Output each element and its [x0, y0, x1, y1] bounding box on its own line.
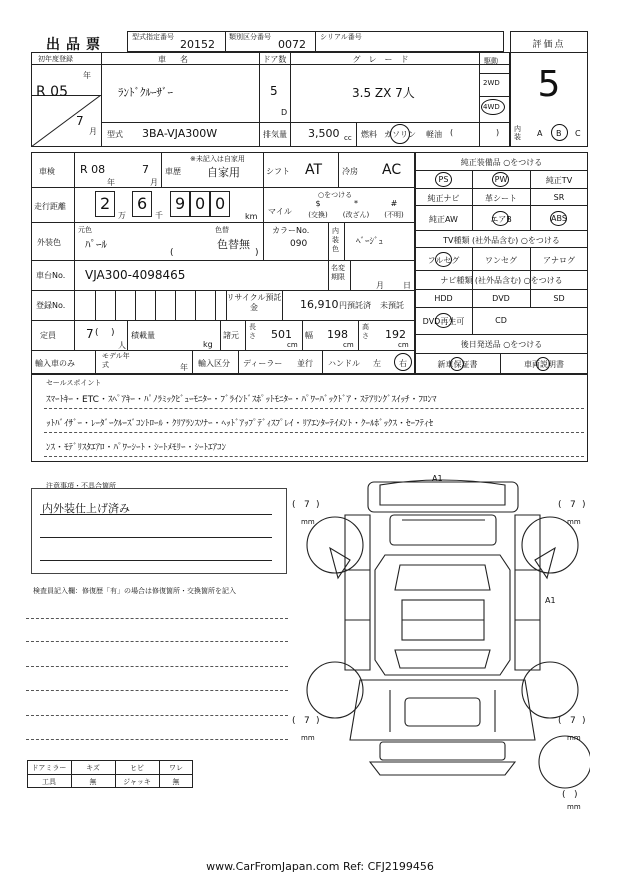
ruibetsu-label: 類別区分番号: [229, 33, 271, 41]
length-label: 長さ: [249, 323, 256, 340]
handle-left: 左: [373, 359, 381, 368]
load-unit: kg: [203, 340, 213, 349]
notes-label: 注意事項・不具合箇所: [46, 482, 116, 490]
model-label: 型式: [107, 130, 123, 139]
std-equipment-title: 純正装備品 ○をつける: [460, 158, 543, 167]
length-unit: cm: [287, 341, 298, 349]
first-reg-year: R 05: [36, 84, 68, 100]
fuel-other-open: (: [450, 128, 454, 137]
mileage-digit-1: 2: [100, 194, 111, 213]
capacity-label: 定員: [40, 331, 56, 340]
later-warranty: 新車保証書: [437, 360, 478, 369]
a1-front-mark: A1: [432, 474, 443, 483]
tread-rr-open: (: [558, 716, 562, 726]
name-change-month: 月: [376, 281, 384, 290]
mileage-km: km: [245, 212, 258, 221]
fuel-gasoline-circle: [390, 124, 410, 144]
name-change-day: 日: [403, 281, 411, 290]
shaken-value: R 08: [80, 163, 106, 176]
shift-value: AT: [305, 162, 323, 178]
reg-no-label: 登録No.: [36, 301, 66, 310]
handle-label: ハンドル: [328, 359, 360, 368]
mileage-circle-note: ○をつける: [318, 191, 353, 199]
width-label: 幅: [305, 331, 313, 340]
height-value: 192: [385, 328, 406, 341]
a1-side-mark: A1: [545, 596, 556, 605]
equip-pw: PW: [494, 175, 508, 184]
navi-dvd: DVD: [492, 294, 510, 303]
mile-label: マイル: [268, 207, 292, 216]
drive-2wd: 2WD: [483, 79, 500, 87]
mileage-digit-2: 6: [137, 194, 148, 213]
fuel-label: 燃料: [361, 130, 377, 139]
tread-fr-unit: mm: [567, 518, 581, 526]
equip-aw: 純正AW: [429, 215, 458, 224]
drive-4wd-circle: [481, 99, 505, 115]
ac-value: AC: [382, 162, 402, 178]
tread-fl-open: (: [292, 500, 296, 510]
legend-tools-value: 無: [89, 778, 97, 786]
import-parallel: 並行: [297, 359, 313, 368]
displacement-unit: cc: [344, 134, 352, 142]
doors-suffix: D: [281, 108, 288, 117]
score-label: 評価点: [532, 40, 566, 50]
tread-spare-close: ): [574, 790, 578, 800]
equip-pw-circle: [492, 172, 509, 187]
load-label: 積載量: [131, 331, 155, 340]
car-damage-diagram: [290, 470, 590, 810]
equip-ps-circle: [435, 172, 452, 187]
navi-type-title: ナビ種類 (社外品含む) ○をつける: [440, 276, 563, 285]
tread-rr-value: 7: [570, 716, 576, 726]
handle-right: 右: [399, 359, 407, 368]
color-paren-close: ): [255, 248, 259, 258]
history-value: 自家用: [207, 166, 240, 179]
later-ship-title: 後日発送品 ○をつける: [460, 340, 543, 349]
notes-line-1: 内外装仕上げ済み: [42, 502, 130, 515]
tread-rl-close: ): [316, 716, 320, 726]
grade-label: グレード: [352, 55, 417, 64]
shaken-month-unit: 月: [150, 178, 158, 187]
history-label: 車歴: [165, 167, 181, 176]
exterior-color-label: 外装色: [37, 238, 61, 247]
navi-cd: CD: [495, 316, 507, 325]
tread-rl-value: 7: [304, 716, 310, 726]
mileage-sen: 千: [155, 211, 163, 220]
equip-airbag: エアB: [490, 215, 512, 224]
equip-leather: 革シート: [485, 194, 517, 203]
doors-value: 5: [270, 84, 278, 98]
tread-fl-close: ): [316, 500, 320, 510]
legend-jack-value: 無: [172, 778, 180, 786]
interior-label: 内装: [514, 125, 521, 141]
navi-hdd: HDD: [434, 294, 453, 303]
interior-c: C: [575, 129, 581, 138]
unknown-symbol: #: [390, 199, 398, 208]
tread-fr-open: (: [558, 500, 562, 510]
equip-abs-circle: [550, 211, 567, 226]
legend-jack: ジャッキ: [123, 778, 151, 786]
recycle-label: リサイクル預託金: [226, 293, 282, 312]
ruibetsu-value: 0072: [278, 38, 306, 51]
legend-break: ワレ: [169, 764, 183, 772]
tread-spare-open: (: [562, 790, 566, 800]
chassis-value: VJA300-4098465: [85, 268, 186, 282]
tv-oneseg: ワンセグ: [485, 256, 517, 265]
navi-sd: SD: [553, 294, 565, 303]
model-year-unit: 年: [180, 363, 188, 372]
altered-symbol: *: [354, 199, 358, 208]
fuel-diesel: 軽油: [426, 130, 442, 139]
equip-navi: 純正ナビ: [427, 194, 460, 203]
shaken-month: 7: [142, 163, 149, 176]
length-value: 501: [271, 328, 292, 341]
model-value: 3BA-VJA300W: [142, 127, 218, 140]
import-type-label: 輸入区分: [198, 359, 230, 368]
capacity-unit: 人: [118, 341, 126, 350]
mileage-man: 万: [118, 211, 126, 220]
color-change-value: 色替無: [217, 238, 250, 251]
fuel-other-close: ): [496, 128, 500, 137]
dims-label: 諸元: [223, 331, 239, 340]
height-unit: cm: [398, 341, 409, 349]
later-manual-circle: [536, 357, 550, 371]
color-paren-open: (: [170, 248, 174, 258]
fuel-gasoline: ガソリン: [384, 130, 416, 139]
altered-label: (改ざん): [342, 211, 370, 219]
displacement-label: 排気量: [263, 130, 287, 139]
tread-rl-open: (: [292, 716, 296, 726]
car-name-value: ﾗﾝﾄﾞｸﾙｰｻﾞｰ: [118, 86, 173, 99]
recycle-paid: 円預託済: [339, 301, 371, 310]
grade-value: 3.5 ZX 7人: [352, 86, 415, 100]
sales-line-2: ｯﾄﾊﾞｲｻﾞｰ・ﾚｰﾀﾞｰｸﾙｰｽﾞｺﾝﾄﾛｰﾙ・ｸﾘｱﾗﾝｽｿﾅｰ・ﾍｯﾄﾞｱｯﾌﾟﾃﾞｨｽﾌﾟﾚｲ・ﾘｱｴﾝﾀｰﾃｲﾒﾝﾄ・ｸｰﾙﾎﾞｯｸｽ・ｾｰﾌﾃｨｾ: [46, 419, 434, 429]
chassis-label: 車台No.: [36, 271, 66, 280]
legend-scratch: キズ: [86, 764, 100, 772]
tread-rl-unit: mm: [301, 734, 315, 742]
tread-fl-unit: mm: [301, 518, 315, 526]
car-name-label: 車名: [158, 55, 202, 64]
tread-fl-value: 7: [304, 500, 310, 510]
katashiki-value: 20152: [180, 38, 215, 51]
handle-right-circle: [394, 353, 412, 371]
interior-b: B: [556, 129, 562, 138]
tread-rr-unit: mm: [567, 734, 581, 742]
interior-color-label: 内装色: [332, 227, 339, 253]
serial-label: シリアル番号: [320, 33, 362, 41]
year-unit: 年: [83, 71, 91, 80]
equip-abs: ABS: [551, 214, 567, 223]
doors-label: ドア数: [262, 55, 287, 64]
tv-fullseg-circle: [435, 252, 452, 267]
exchange-symbol: $: [315, 199, 321, 208]
katashiki-label: 型式指定番号: [132, 33, 174, 41]
tread-spare-unit: mm: [567, 803, 581, 811]
sales-line-3: ﾝｽ・ﾓﾃﾞﾘｽﾀｴｱﾛ・ﾊﾟﾜｰｼｰﾄ・ｼｰﾄﾒﾓﾘｰ・ｼｰﾄｴｱｺﾝ: [46, 443, 227, 453]
sheet-title: 出品票: [46, 37, 106, 53]
month-unit: 月: [89, 127, 97, 136]
drive-label: 駆動: [484, 57, 498, 65]
sales-points-label: セールスポイント: [46, 379, 102, 387]
displacement-value: 3,500: [308, 127, 340, 140]
interior-a: A: [537, 129, 543, 138]
width-value: 198: [327, 328, 348, 341]
tread-fr-value: 7: [570, 500, 576, 510]
tv-fullseg: フルセグ: [427, 256, 460, 265]
equip-airbag-circle: [492, 211, 509, 226]
mileage-label: 走行距離: [34, 202, 66, 211]
interior-b-circle: [551, 124, 568, 141]
shaken-label: 車検: [39, 167, 55, 176]
color-no-value: 090: [290, 239, 308, 249]
inspector-label: 検査員記入欄：修復歴「有」の場合は修復箇所・交換箇所を記入: [33, 587, 236, 595]
recycle-value: 16,910: [300, 298, 339, 311]
capacity-paren-close: ): [111, 328, 115, 338]
legend-door-mirror: ドアミラー: [31, 764, 67, 772]
drive-4wd: 4WD: [483, 103, 500, 111]
model-year-label: モデル年式: [102, 352, 130, 369]
color-orig-label: 元色: [78, 226, 92, 234]
width-unit: cm: [343, 341, 354, 349]
color-change-label: 色替: [215, 226, 229, 234]
sales-line-1: ｽﾏｰﾄｷｰ・ETC・ｽﾍﾟｱｷｰ・ﾊﾟﾉﾗﾐｯｸﾋﾞｭｰﾓﾆﾀｰ・ﾌﾞﾗｲﾝﾄﾞｽﾎﾟｯﾄﾓﾆﾀｰ・ﾊﾟﾜｰﾊﾞｯｸﾄﾞｱ・ｽﾃｱﾘﾝｸﾞｽｲｯﾁ・ﾌﾛﾝﾏ: [46, 395, 437, 405]
first-reg-month: 7: [76, 114, 84, 128]
interior-color-value: ﾍﾞｰｼﾞｭ: [356, 237, 384, 247]
footer-ref: www.CarFromJapan.com Ref: CFJ2199456: [206, 860, 434, 873]
unknown-label: (不明): [384, 211, 404, 219]
later-warranty-circle: [450, 357, 464, 371]
equip-tv: 純正TV: [545, 176, 573, 185]
later-manual: 車両説明書: [524, 360, 564, 369]
mileage-digit-4: 0: [195, 194, 206, 213]
legend-tools: 工具: [42, 778, 56, 786]
name-change-label: 名変期限: [331, 264, 345, 281]
capacity-paren-open: (: [95, 328, 99, 338]
color-no-label: カラーNo.: [272, 226, 310, 235]
legend-crack: ヒビ: [130, 764, 144, 772]
shift-label: シフト: [266, 167, 290, 176]
score-value: 5: [537, 64, 561, 105]
tread-fr-close: ): [582, 500, 586, 510]
first-reg-label: 初年度登録: [38, 55, 73, 63]
history-note: ※未記入は自家用: [190, 155, 245, 163]
recycle-unpaid: 未預託: [380, 301, 404, 310]
tread-rr-close: ): [582, 716, 586, 726]
exchange-label: (交換): [308, 211, 328, 219]
mileage-digit-3: 9: [175, 194, 186, 213]
equip-ps: PS: [438, 175, 449, 184]
tv-type-title: TV種類 (社外品含む) ○をつける: [443, 236, 560, 245]
equip-sr: SR: [553, 193, 565, 202]
height-label: 高さ: [362, 323, 369, 340]
navi-dvd-play: DVD再生可: [422, 317, 465, 326]
import-dealer: ディーラー: [243, 359, 283, 368]
exterior-color-value: ﾊﾟｰﾙ: [85, 238, 107, 251]
mileage-digit-5: 0: [215, 194, 226, 213]
navi-dvd-play-circle: [435, 313, 452, 328]
ac-label: 冷房: [342, 167, 358, 176]
capacity-value: 7: [86, 327, 94, 341]
import-only-label: 輸入車のみ: [35, 359, 75, 368]
tv-analog: アナログ: [543, 256, 575, 265]
shaken-year-unit: 年: [107, 178, 115, 187]
